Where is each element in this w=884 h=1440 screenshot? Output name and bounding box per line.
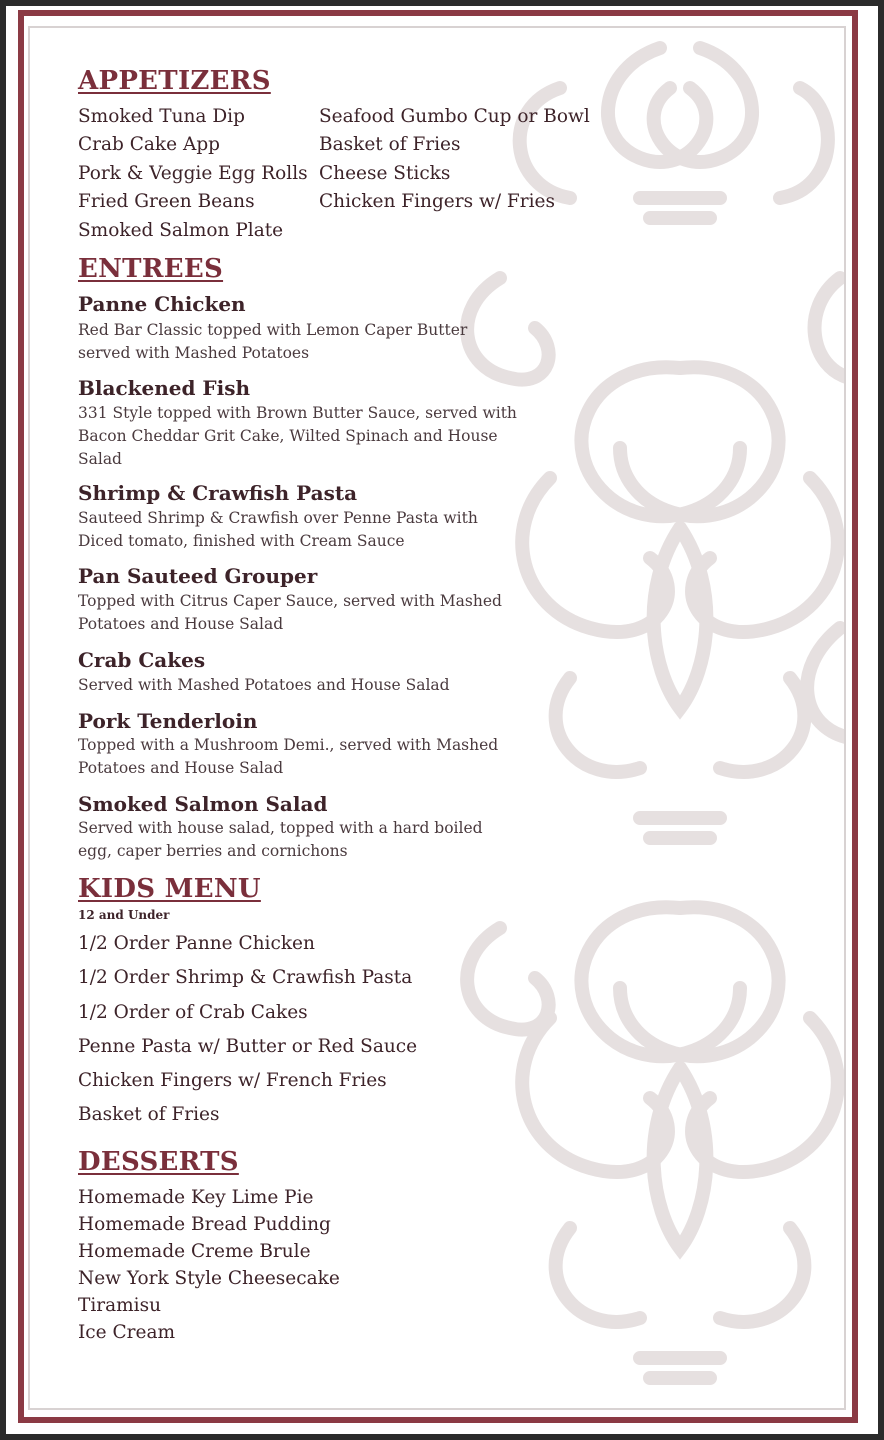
- dessert-item: Homemade Bread Pudding: [78, 1214, 331, 1235]
- appetizer-item: Fried Green Beans: [78, 191, 255, 212]
- appetizer-item: Cheese Sticks: [319, 163, 451, 184]
- entree-name: Smoked Salmon Salad: [78, 792, 328, 816]
- kids-menu-heading: KIDS MENU: [78, 874, 261, 904]
- entrees-heading: ENTREES: [78, 254, 224, 284]
- appetizer-item: Smoked Tuna Dip: [78, 106, 245, 127]
- appetizers-heading: APPETIZERS: [78, 66, 271, 96]
- entree-description: 331 Style topped with Brown Butter Sauce, served with Bacon Cheddar Grit Cake, Wilted Spinach and House Salad: [78, 404, 517, 468]
- appetizer-item: Smoked Salmon Plate: [78, 220, 284, 241]
- kids-item: Chicken Fingers w/ French Fries: [78, 1070, 387, 1091]
- entree-name: Panne Chicken: [78, 292, 246, 316]
- entree-name: Pork Tenderloin: [78, 709, 258, 733]
- menu-page: [6, 6, 878, 1434]
- appetizer-item: Seafood Gumbo Cup or Bowl: [319, 106, 590, 127]
- entree-description: Topped with a Mushroom Demi., served with Mashed Potatoes and House Salad: [78, 736, 499, 777]
- entree-name: Pan Sauteed Grouper: [78, 564, 318, 588]
- entree-name: Crab Cakes: [78, 648, 206, 672]
- desserts-heading: DESSERTS: [78, 1147, 239, 1177]
- menu-content: [30, 28, 844, 1408]
- kids-item: Penne Pasta w/ Butter or Red Sauce: [78, 1036, 418, 1057]
- dessert-item: Homemade Creme Brule: [78, 1241, 311, 1262]
- kids-item: 1/2 Order of Crab Cakes: [78, 1002, 308, 1023]
- dessert-item: Tiramisu: [78, 1295, 161, 1316]
- entree-description: Topped with Citrus Caper Sauce, served with Mashed Potatoes and House Salad: [78, 592, 502, 633]
- appetizer-item: Chicken Fingers w/ Fries: [319, 191, 555, 212]
- entree-name: Blackened Fish: [78, 376, 251, 400]
- dessert-item: Ice Cream: [78, 1322, 176, 1343]
- kids-item: 1/2 Order Shrimp & Crawfish Pasta: [78, 967, 413, 988]
- kids-item: Basket of Fries: [78, 1104, 220, 1125]
- entree-description: Red Bar Classic topped with Lemon Caper Butter served with Mashed Potatoes: [78, 321, 468, 362]
- appetizer-item: Basket of Fries: [319, 134, 461, 155]
- entree-description: Sauteed Shrimp & Crawfish over Penne Pasta with Diced tomato, finished with Cream Sauce: [78, 509, 478, 550]
- entree-name: Shrimp & Crawfish Pasta: [78, 481, 358, 505]
- menu-panel: [28, 26, 846, 1410]
- dessert-item: Homemade Key Lime Pie: [78, 1187, 314, 1208]
- kids-menu-subtitle: 12 and Under: [78, 908, 170, 922]
- entree-description: Served with house salad, topped with a hard boiled egg, caper berries and cornichons: [78, 819, 483, 860]
- appetizer-item: Pork & Veggie Egg Rolls: [78, 163, 308, 184]
- dessert-item: New York Style Cheesecake: [78, 1268, 340, 1289]
- appetizer-item: Crab Cake App: [78, 134, 221, 155]
- entree-description: Served with Mashed Potatoes and House Salad: [78, 676, 450, 694]
- kids-item: 1/2 Order Panne Chicken: [78, 933, 315, 954]
